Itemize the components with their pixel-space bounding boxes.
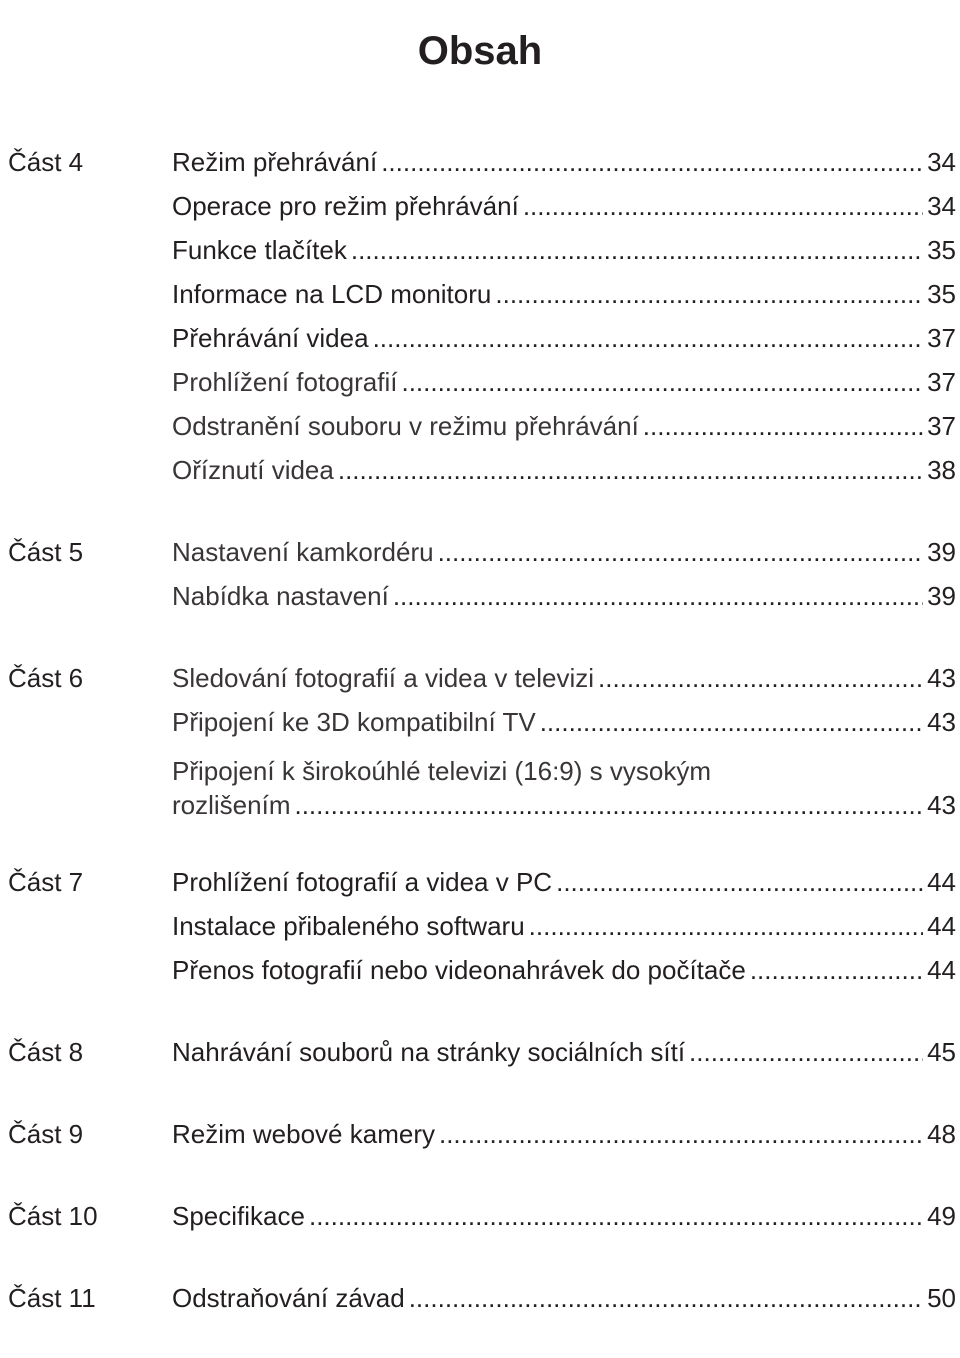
- dot-leader: [401, 360, 923, 404]
- toc-section-6: [8, 656, 956, 822]
- toc-entry-title: Oříznutí videa: [172, 455, 334, 485]
- toc-entry-page: 38: [927, 455, 956, 485]
- toc-entry[interactable]: [172, 574, 956, 618]
- toc-entry-page: 43: [927, 790, 956, 820]
- section-entries: [172, 1276, 956, 1320]
- toc-entry[interactable]: [172, 904, 956, 948]
- toc-section-10: [8, 1194, 956, 1238]
- toc-entry-title: Režim přehrávání: [172, 147, 378, 177]
- toc-entry-title: Připojení ke 3D kompatibilní TV: [172, 707, 536, 737]
- toc-entry-page: 35: [927, 279, 956, 309]
- section-label: Část 6: [8, 663, 84, 693]
- dot-leader: [643, 404, 923, 448]
- toc-entry[interactable]: [172, 700, 956, 744]
- toc-entry-page: 43: [927, 663, 956, 693]
- dot-leader: [439, 1112, 923, 1156]
- toc-entry-page: 44: [927, 911, 956, 941]
- section-label: Část 10: [8, 1201, 98, 1231]
- table-of-contents: [8, 140, 956, 1358]
- toc-entry-page: 44: [927, 867, 956, 897]
- dot-leader: [294, 788, 923, 822]
- dot-leader: [338, 448, 923, 492]
- section-entries: [172, 656, 956, 822]
- section-entries: [172, 1194, 956, 1238]
- toc-entry-page: 34: [927, 147, 956, 177]
- toc-entry-title: Specifikace: [172, 1201, 305, 1231]
- dot-leader: [309, 1194, 923, 1238]
- toc-entry-title: Připojení k širokoúhlé televizi (16:9) s vysokým: [172, 756, 711, 786]
- toc-entry-title: Přehrávání videa: [172, 323, 369, 353]
- toc-entry-page: 37: [927, 367, 956, 397]
- toc-entry[interactable]: [172, 272, 956, 316]
- toc-entry[interactable]: [172, 448, 956, 492]
- toc-entry-page: 35: [927, 235, 956, 265]
- dot-leader: [556, 860, 923, 904]
- toc-entry-title: Prohlížení fotografií a videa v PC: [172, 867, 553, 897]
- toc-entry-page: 44: [927, 955, 956, 985]
- dot-leader: [393, 574, 923, 618]
- toc-entry-title: Prohlížení fotografií: [172, 367, 398, 397]
- section-label: Část 5: [8, 537, 84, 567]
- toc-entry-page: 50: [927, 1283, 956, 1313]
- toc-entry[interactable]: [172, 860, 956, 904]
- toc-entry-title: Funkce tlačítek: [172, 235, 347, 265]
- toc-entry-page: 37: [927, 323, 956, 353]
- toc-entry[interactable]: [172, 1112, 956, 1156]
- toc-entry[interactable]: [172, 948, 956, 992]
- dot-leader: [750, 948, 923, 992]
- toc-entry-title: Režim webové kamery: [172, 1119, 435, 1149]
- section-entries: [172, 140, 956, 492]
- toc-entry-page: 49: [927, 1201, 956, 1231]
- toc-entry-title: Přenos fotografií nebo videonahrávek do počítače: [172, 955, 746, 985]
- dot-leader: [529, 904, 923, 948]
- section-entries: [172, 530, 956, 618]
- toc-section-9: [8, 1112, 956, 1156]
- toc-section-8: [8, 1030, 956, 1074]
- toc-entry-title: Nahrávání souborů na stránky sociálních sítí: [172, 1037, 686, 1067]
- toc-entry-page: 48: [927, 1119, 956, 1149]
- section-label: Část 4: [8, 147, 84, 177]
- toc-entry-page: 39: [927, 537, 956, 567]
- toc-entry-page: 37: [927, 411, 956, 441]
- toc-entry-title-continued: rozlišením: [172, 790, 291, 820]
- dot-leader: [540, 700, 923, 744]
- toc-entry[interactable]: [172, 1030, 956, 1074]
- toc-entry-page: 45: [927, 1037, 956, 1067]
- section-label: Část 11: [8, 1283, 96, 1313]
- toc-entry-page: 43: [927, 707, 956, 737]
- toc-entry[interactable]: [172, 744, 956, 822]
- toc-entry-title: Operace pro režim přehrávání: [172, 191, 519, 221]
- toc-section-7: [8, 860, 956, 992]
- section-entries: [172, 860, 956, 992]
- toc-entry-title: Odstranění souboru v režimu přehrávání: [172, 411, 639, 441]
- toc-section-4: [8, 140, 956, 492]
- toc-entry[interactable]: [172, 184, 956, 228]
- toc-section-11: [8, 1276, 956, 1320]
- section-entries: [172, 1030, 956, 1074]
- toc-entry-page: 34: [927, 191, 956, 221]
- section-entries: [172, 1112, 956, 1156]
- toc-entry-page: 39: [927, 581, 956, 611]
- toc-entry[interactable]: [172, 360, 956, 404]
- dot-leader: [438, 530, 924, 574]
- dot-leader: [351, 228, 923, 272]
- toc-entry[interactable]: [172, 316, 956, 360]
- toc-entry[interactable]: [172, 1276, 956, 1320]
- section-label: Část 9: [8, 1119, 84, 1149]
- toc-entry[interactable]: [172, 530, 956, 574]
- toc-entry-title: Nastavení kamkordéru: [172, 537, 434, 567]
- page-title: Obsah: [417, 28, 543, 73]
- section-label: Část 8: [8, 1037, 84, 1067]
- toc-entry[interactable]: [172, 228, 956, 272]
- dot-leader: [523, 184, 923, 228]
- dot-leader: [373, 316, 924, 360]
- toc-entry-title: Odstraňování závad: [172, 1283, 405, 1313]
- toc-entry[interactable]: [172, 140, 956, 184]
- dot-leader: [598, 656, 923, 700]
- toc-entry[interactable]: [172, 656, 956, 700]
- toc-entry[interactable]: [172, 1194, 956, 1238]
- dot-leader: [409, 1276, 923, 1320]
- toc-entry-title: Instalace přibaleného softwaru: [172, 911, 525, 941]
- toc-section-5: [8, 530, 956, 618]
- dot-leader: [689, 1030, 923, 1074]
- toc-entry[interactable]: [172, 404, 956, 448]
- dot-leader: [495, 272, 923, 316]
- section-label: Část 7: [8, 867, 84, 897]
- toc-entry-title: Nabídka nastavení: [172, 581, 389, 611]
- toc-entry-title: Informace na LCD monitoru: [172, 279, 492, 309]
- dot-leader: [381, 140, 923, 184]
- toc-entry-title: Sledování fotografií a videa v televizi: [172, 663, 595, 693]
